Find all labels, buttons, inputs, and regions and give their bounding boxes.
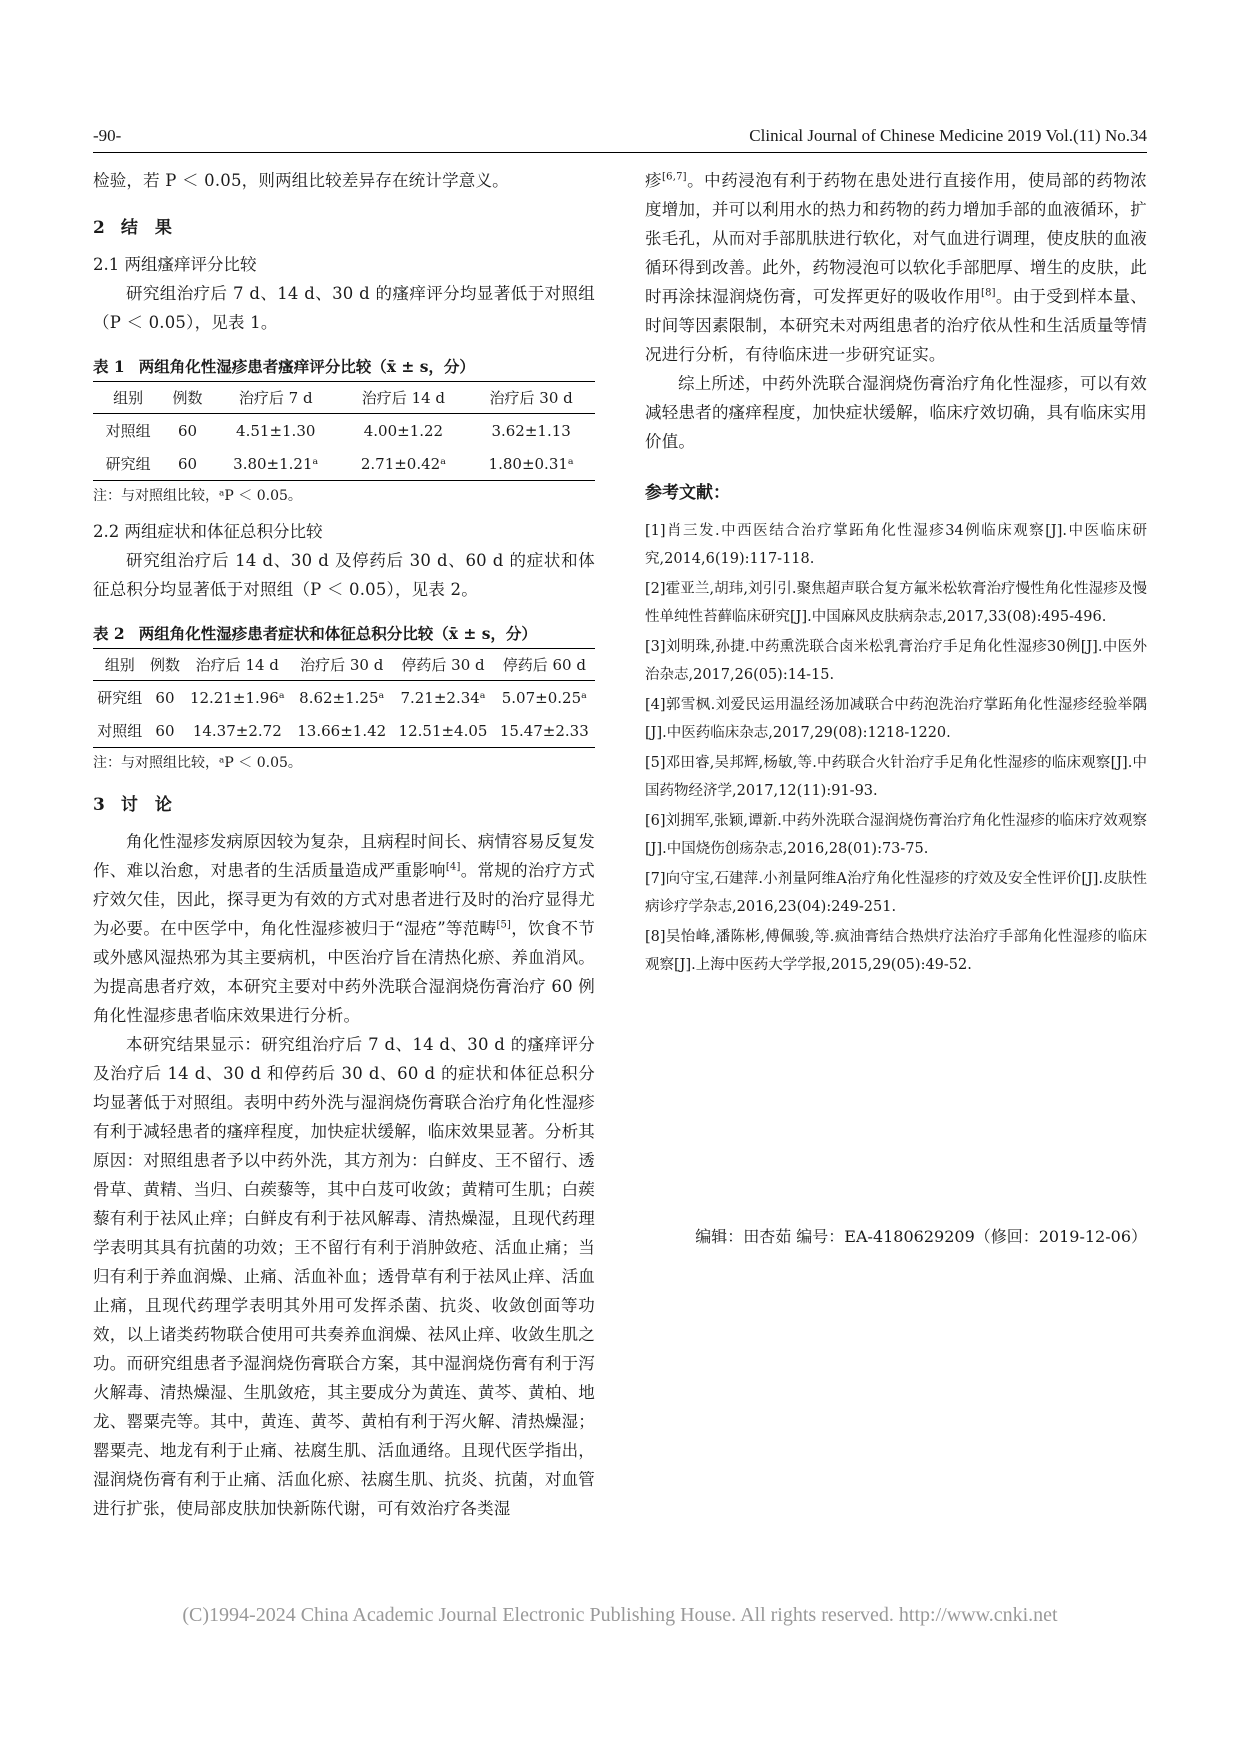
table-number: 表 2: [93, 624, 125, 643]
table-number: 表 1: [93, 357, 125, 376]
left-column: [93, 166, 595, 1523]
page-number: -90-: [93, 126, 122, 145]
text-run: 疹: [645, 171, 663, 190]
table-1-note: 注：与对照组比较，ᵃP ＜ 0.05。: [93, 488, 302, 504]
table-cell: 60: [163, 447, 212, 481]
reference-item: [1]肖三发.中西医结合治疗掌跖角化性湿疹34例临床观察[J].中医临床研究,2014,6(19):117-118.: [645, 523, 1147, 567]
table-row: [93, 447, 595, 481]
table-header-cell: 治疗后 14 d: [340, 382, 468, 414]
section-title: 结 果: [120, 218, 172, 238]
references-heading: 参考文献：: [645, 483, 730, 503]
table-row: [93, 714, 595, 748]
table-cell: 12.51±4.05: [392, 714, 493, 748]
table-cell: 研究组: [97, 689, 143, 707]
right-column: [645, 166, 1147, 981]
paragraph-3-1: [93, 827, 595, 1030]
section-2-heading: [93, 213, 595, 238]
table-cell: 13.66±1.42: [291, 714, 392, 748]
paragraph-2-2: 研究组治疗后 14 d、30 d 及停药后 30 d、60 d 的症状和体征总积分均显著低于对照组（P ＜ 0.05），见表 2。: [93, 551, 595, 599]
table-header-cell: 治疗后 14 d: [184, 649, 292, 681]
table-cell: 3.62±1.13: [491, 421, 571, 440]
intro-line: 检验，若 P ＜ 0.05，则两组比较差异存在统计学意义。: [93, 171, 509, 190]
table-header-cell: 例数: [163, 382, 212, 414]
table-title: 两组角化性湿疹患者症状和体征总积分比较（x̄ ± s，分）: [138, 624, 537, 643]
table-cell: 12.21±1.96ᵃ: [189, 688, 285, 707]
paragraph-3-2: 本研究结果显示：研究组治疗后 7 d、14 d、30 d 的瘙痒评分及治疗后 14 d、30 d 和停药后 30 d、60 d 的症状和体征总积分均显著低于对照组。表明中药外洗与湿润烧伤膏联合治疗角化性湿疹有利于减轻患者的瘙痒程度，加快症状缓解，临床效果显著。分析其原因：对照组患者予以中药外洗，其方剂为：白鲜皮、王不留行、透骨草、黄精、当归、白蒺藜等，其中白芨可收敛；黄精可生肌；白蒺藜有利于祛风止痒；白鲜皮有利于祛风解毒、清热燥湿，且现代药理学表明其具有抗菌的功效；王不留行有利于消肿敛疮、活血止痛；当归有利于养血润燥、止痛、活血补血；透骨草有利于祛风止痒、活血止痛，且现代药理学表明其外用可发挥杀菌、抗炎、收敛创面等功效，以上诸类药物联合使用可共奏养血润燥、祛风止痒、收敛生肌之功。而研究组患者予湿润烧伤膏联合方案，其中湿润烧伤膏有利于泻火解毒、清热燥湿、生肌敛疮，其主要成分为黄连、黄芩、黄柏、地龙、罂粟壳等。其中，黄连、黄芩、黄柏有利于泻火解、清热燥湿；罂粟壳、地龙有利于止痛、祛腐生肌、活血通络。且现代医学指出，湿润烧伤膏有利于止痛、活血化瘀、祛腐生肌、抗炎、抗菌，对血管进行扩张，使局部皮肤加快新陈代谢，可有效治疗各类湿: [93, 1035, 595, 1518]
table-row: [93, 681, 595, 715]
table-header-cell: 治疗后 30 d: [291, 649, 392, 681]
text-run: 角化性湿疹发病原因较为复杂，且病程时间长、病情容易反复发作、难以治愈，对患者的生活质量造成严重影响: [93, 832, 595, 880]
table-header-cell: 治疗后 7 d: [212, 382, 340, 414]
reference-item: [3]刘明珠,孙捷.中药熏洗联合卤米松乳膏治疗手足角化性湿疹30例[J].中医外治杂志,2017,26(05):14-15.: [645, 639, 1147, 683]
table-cell: 14.37±2.72: [184, 714, 292, 748]
text-run: 。中药浸泡有利于药物在患处进行直接作用，使局部的药物浓度增加，并可以利用水的热力和药物的药力增加手部的血液循环，扩张毛孔，从而对手部肌肤进行软化，对气血进行调理，使皮肤的血液循环得到改善。此外，药物浸泡可以软化手部肥厚、增生的皮肤，此时再涂抹湿润烧伤膏，可发挥更好的吸收作用: [645, 171, 1147, 306]
subsection-2-2: 2.2 两组症状和体征总积分比较: [93, 522, 323, 541]
table-cell: 5.07±0.25ᵃ: [501, 688, 587, 707]
table-cell: 2.71±0.42ᵃ: [340, 447, 468, 481]
table-cell: 60: [177, 421, 198, 440]
table-cell: 对照组: [105, 422, 151, 440]
reference-item: [5]邓田睿,吴邦辉,杨敏,等.中药联合火针治疗手足角化性湿疹的临床观察[J].中国药物经济学,2017,12(11):91-93.: [645, 755, 1147, 799]
table-cell: 研究组: [93, 447, 163, 481]
section-3-heading: [93, 790, 595, 815]
table-2: [93, 648, 595, 748]
journal-header: Clinical Journal of Chinese Medicine 2019 Vol.(11) No.34: [749, 126, 1147, 145]
reference-item: [4]郭雪枫.刘爱民运用温经汤加减联合中药泡洗治疗掌跖角化性湿疹经验举隅[J].中医药临床杂志,2017,29(08):1218-1220.: [645, 697, 1147, 741]
section-number: 2: [93, 218, 105, 238]
table-1-caption: [93, 355, 595, 377]
table-cell: 8.62±1.25ᵃ: [299, 688, 385, 707]
reference-item: [6]刘拥军,张颖,谭新.中药外洗联合湿润烧伤膏治疗角化性湿疹的临床疗效观察[J].中国烧伤创疡杂志,2016,28(01):73-75.: [645, 813, 1147, 857]
table-cell: 7.21±2.34ᵃ: [400, 688, 486, 707]
table-header-row: [93, 649, 595, 681]
citation: [4]: [445, 861, 461, 873]
editor-line: 编辑：田杏茹 编号：EA-4180629209（修回：2019-12-06）: [695, 1227, 1147, 1246]
text-run: 。常规的治疗方式疗效欠佳，因此，探寻更为有效的方式对患者进行及时的治疗显得尤为必要。在中医学中，角化性湿疹被归于“湿疮”等范畴: [93, 861, 595, 938]
table-2-note: 注：与对照组比较，ᵃP ＜ 0.05。: [93, 755, 302, 771]
paragraph-2-1: 研究组治疗后 7 d、14 d、30 d 的瘙痒评分均显著低于对照组（P ＜ 0.05），见表 1。: [93, 284, 595, 332]
reference-item: [2]霍亚兰,胡玮,刘引引.聚焦超声联合复方氟米松软膏治疗慢性角化性湿疹及慢性单纯性苔藓临床研究[J].中国麻风皮肤病杂志,2017,33(08):495-496.: [645, 581, 1147, 625]
reference-item: [8]吴怡峰,潘陈彬,傅佩骏,等.疯油膏结合热烘疗法治疗手部角化性湿疹的临床观察[J].上海中医药大学学报,2015,29(05):49-52.: [645, 929, 1147, 973]
section-number: 3: [93, 795, 105, 815]
text-run: ，饮食不节或外感风湿热邪为其主要病机，中医治疗旨在清热化瘀、养血消风。为提高患者疗效，本研究主要对中药外洗联合湿润烧伤膏治疗 60 例角化性湿疹患者临床效果进行分析。: [93, 919, 596, 1025]
table-title: 两组角化性湿疹患者瘙痒评分比较（x̄ ± s，分）: [138, 357, 475, 376]
table-row: [93, 414, 595, 448]
table-cell: 60: [146, 714, 183, 748]
table-cell: 4.51±1.30: [236, 421, 316, 440]
table-header-cell: 停药后 30 d: [392, 649, 493, 681]
paragraph-3-3: [645, 166, 1147, 369]
table-cell: 3.80±1.21ᵃ: [212, 447, 340, 481]
table-1: [93, 381, 595, 481]
citation: [5]: [496, 919, 512, 931]
section-title: 讨 论: [120, 795, 172, 815]
header-rule: [93, 152, 1147, 153]
copyright-footer: (C)1994-2024 China Academic Journal Electronic Publishing House. All rights reserved. http://www.cnki.net: [182, 1604, 1058, 1626]
subsection-2-1: 2.1 两组瘙痒评分比较: [93, 255, 257, 274]
table-2-caption: [93, 622, 595, 644]
table-header-cell: 治疗后 30 d: [467, 382, 595, 414]
table-cell: 15.47±2.33: [494, 714, 595, 748]
table-header-cell: 组别: [93, 649, 146, 681]
citation: [6,7]: [662, 171, 687, 183]
table-header-cell: 组别: [93, 382, 163, 414]
table-cell: 对照组: [93, 714, 146, 748]
table-header-row: [93, 382, 595, 414]
table-cell: 60: [155, 688, 175, 707]
table-header-cell: 例数: [146, 649, 183, 681]
text-run: 。由于受到样本量、时间等因素限制，本研究未对两组患者的治疗依从性和生活质量等情况进行分析，有待临床进一步研究证实。: [645, 287, 1147, 364]
paragraph-3-4: 综上所述，中药外洗联合湿润烧伤膏治疗角化性湿疹，可以有效减轻患者的瘙痒程度，加快症状缓解，临床疗效切确，具有临床实用价值。: [645, 374, 1147, 451]
table-cell: 1.80±0.31ᵃ: [467, 447, 595, 481]
citation: [8]: [981, 287, 996, 299]
table-header-cell: 停药后 60 d: [494, 649, 595, 681]
reference-item: [7]向守宝,石建萍.小剂量阿维A治疗角化性湿疹的疗效及安全性评价[J].皮肤性病诊疗学杂志,2016,23(04):249-251.: [645, 871, 1147, 915]
table-cell: 4.00±1.22: [363, 421, 444, 440]
